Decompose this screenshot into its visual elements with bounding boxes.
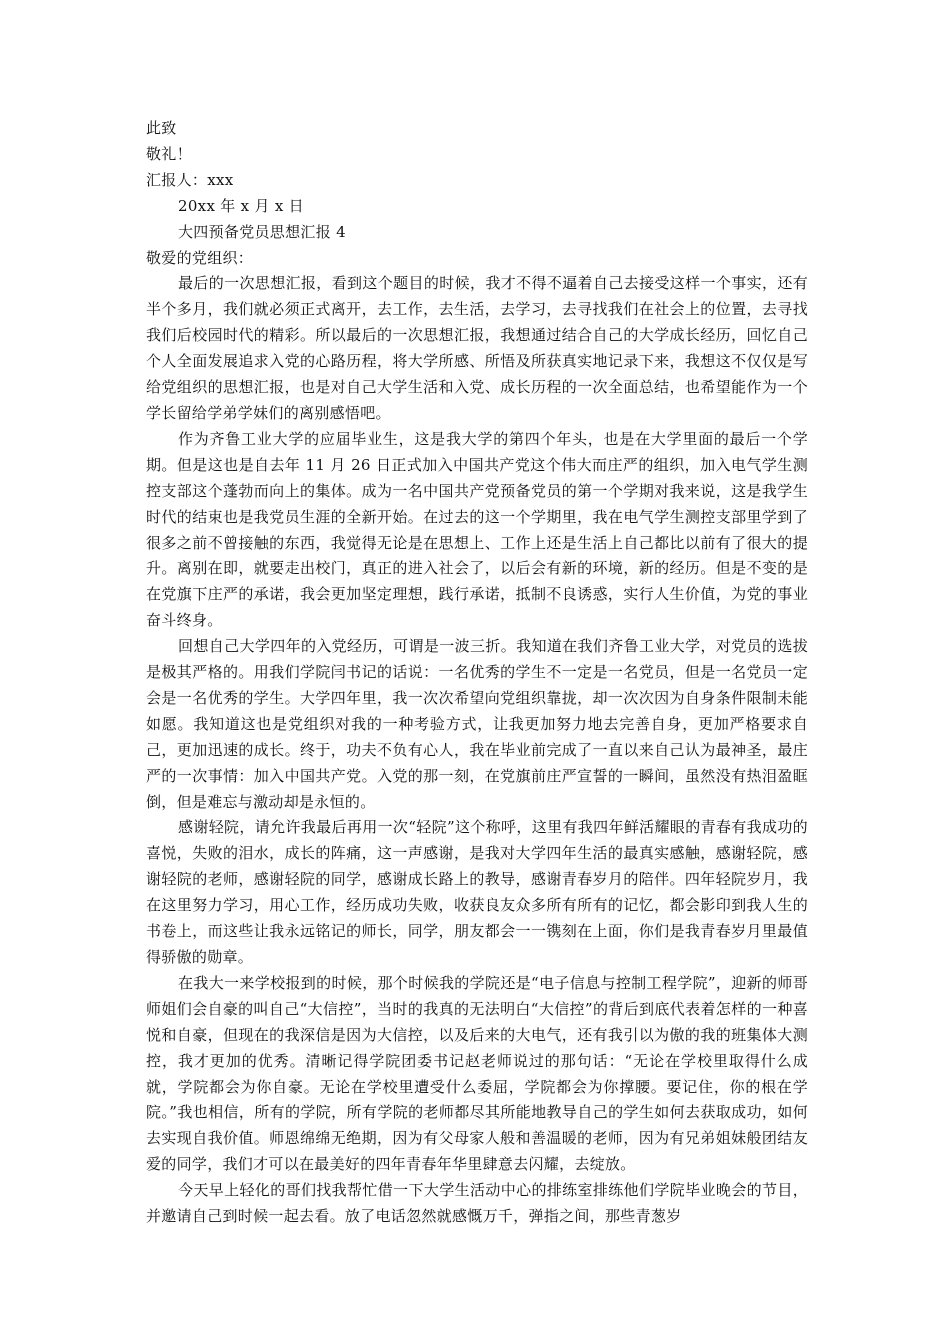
paragraph: 感谢轻院，请允许我最后再用一次“轻院”这个称呼，这里有我四年鲜活耀眼的青春有我成功的喜悦，失败的泪水，成长的阵痛，这一声感谢，是我对大学四年生活的最真实感触，感谢轻院，感谢轻院的老师，感谢轻院的同学，感谢成长路上的教导，感谢青春岁月的陪伴。四年轻院岁月，我在这里努力学习，用心工作，经历成功失败，收获良友众多所有所有的记忆，都会影印到我人生的书卷上，而这些让我永远铭记的师长，同学，朋友都会一一镌刻在上面，你们是我青春岁月里最值得骄傲的勋章。 (146, 818, 808, 966)
salutation: 敬爱的党组织： (146, 248, 254, 267)
paragraph: 今天早上轻化的哥们找我帮忙借一下大学生活动中心的排练室排练他们学院毕业晚会的节目，并邀请自己到时候一起去看。放了电话忽然就感慨万千，弹指之间，那些青葱岁 (146, 1181, 808, 1226)
section-title: 大四预备党员思想汇报 4 (178, 222, 346, 241)
paragraph: 作为齐鲁工业大学的应届毕业生，这是我大学的第四个年头，也是在大学里面的最后一个学期。但是这也是自去年 11 月 26 日正式加入中国共产党这个伟大而庄严的组织，加入电气学生测控支部这个蓬勃而向上的集体。成为一名中国共产党预备党员的第一个学期对我来说，这是我学生时代的结束也是我党员生涯的全新开始。在过去的这一个学期里，我在电气学生测控支部里学到了很多之前不曾接触的东西，我觉得无论是在思想上、工作上还是生活上自己都比以前有了很大的提升。离别在即，就要走出校门，真正的进入社会了，以后会有新的环境，新的经历。但是不变的是在党旗下庄严的承诺，我会更加坚定理想，践行承诺，抵制不良诱惑，实行人生价值，为党的事业奋斗终身。 (146, 429, 808, 630)
closing-salute: 敬礼！ (146, 144, 192, 163)
reporter-line: 汇报人：xxx (146, 170, 234, 189)
date-line: 20xx 年 x 月 x 日 (178, 196, 304, 215)
paragraph: 在我大一来学校报到的时候，那个时候我的学院还是“电子信息与控制工程学院”，迎新的师哥师姐们会自豪的叫自己“大信控”，当时的我真的无法明白“大信控”的背后到底代表着怎样的一种喜悦和自豪，但现在的我深信是因为大信控，以及后来的大电气，还有我引以为傲的我的班集体大测控，我才更加的优秀。清晰记得学院团委书记赵老师说过的那句话：“无论在学校里取得什么成就，学院都会为你自豪。无论在学校里遭受什么委屈，学院都会为你撑腰。要记住，你的根在学院。”我也相信，所有的学院，所有学院的老师都尽其所能地教导自己的学生如何去获取成功，如何去实现自我价值。师恩绵绵无绝期，因为有父母家人般和善温暖的老师，因为有兄弟姐妹般团结友爱的同学，我们才可以在最美好的四年青春年华里肆意去闪耀，去绽放。 (146, 973, 808, 1174)
paragraph: 最后的一次思想汇报，看到这个题目的时候，我才不得不逼着自己去接受这样一个事实，还有半个多月，我们就必须正式离开，去工作，去生活，去学习，去寻找我们在社会上的位置，去寻找我们后校园时代的精彩。所以最后的一次思想汇报，我想通过结合自己的大学成长经历，回忆自己个人全面发展追求入党的心路历程，将大学所感、所悟及所获真实地记录下来，我想这不仅仅是写给党组织的思想汇报，也是对自己大学生活和入党、成长历程的一次全面总结，也希望能作为一个学长留给学弟学妹们的离别感悟吧。 (146, 274, 808, 422)
closing-line: 此致 (146, 119, 177, 137)
document-body (146, 116, 808, 1230)
paragraph: 回想自己大学四年的入党经历，可谓是一波三折。我知道在我们齐鲁工业大学，对党员的选拔是极其严格的。用我们学院闫书记的话说：一名优秀的学生不一定是一名党员，但是一名党员一定会是一名优秀的学生。大学四年里，我一次次希望向党组织靠拢，却一次次因为自身条件限制未能如愿。我知道这也是党组织对我的一种考验方式，让我更加努力地去完善自身，更加严格要求自己，更加迅速的成长。终于，功夫不负有心人，我在毕业前完成了一直以来自己认为最神圣，最庄严的一次事情：加入中国共产党。入党的那一刻，在党旗前庄严宣誓的一瞬间，虽然没有热泪盈眶倒，但是难忘与激动却是永恒的。 (146, 637, 808, 811)
